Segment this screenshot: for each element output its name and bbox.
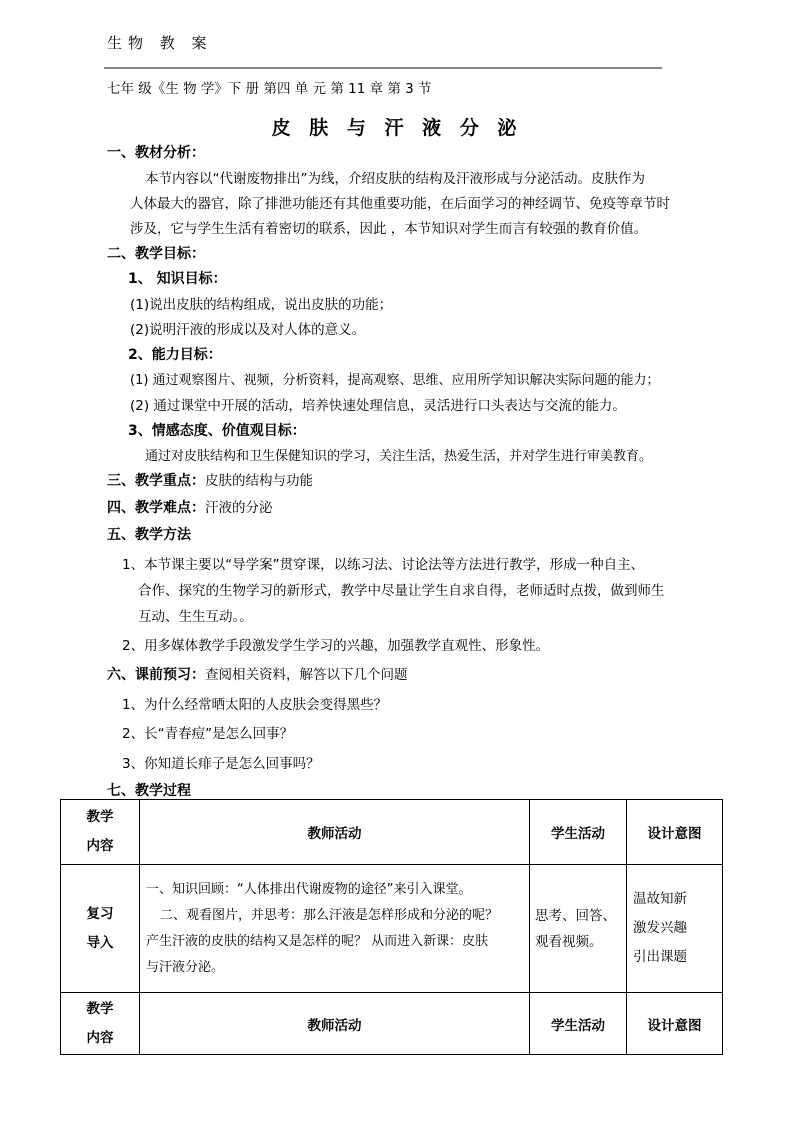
intent-line: 激发兴趣 (633, 920, 687, 936)
section-3-heading: 三、教学重点： (107, 473, 205, 489)
teacher-activity-line: 二、观看图片，并思考：那么汗液是怎样形成和分泌的呢？ (160, 907, 499, 923)
section-1-line-1: 本节内容以“代谢废物排出”为线，介绍皮肤的结构及汗液形成与分泌活动。皮肤作为 (145, 171, 645, 187)
row-student-cell (530, 865, 627, 993)
teacher-activity-line: 产生汗液的皮肤的结构又是怎样的呢？ 从而进入新课：皮肤 (146, 933, 489, 949)
row-teacher-cell (140, 865, 530, 993)
section-6-heading: 六、课前预习： (107, 667, 205, 683)
preview-question-1: 1、为什么经常晒太阳的人皮肤会变得黑些？ (122, 697, 388, 713)
section-6-row (107, 663, 408, 684)
knowledge-goal-title: 1、 知识目标： (128, 271, 227, 287)
method-1-line-3: 互动、生生互动。。 (138, 609, 253, 625)
table-header-row-repeat (61, 993, 723, 1055)
header-content-cell (61, 993, 140, 1055)
header-teacher-cell: 教师活动 (140, 993, 530, 1055)
method-1-line-2: 合作、探究的生物学习的新形式，教学中尽量让学生自求自得，老师适时点拨，做到师生 (138, 583, 665, 599)
knowledge-goal-1: (1)说出皮肤的结构组成，说出皮肤的功能； (130, 297, 393, 313)
row-intent-cell (627, 865, 723, 993)
row-content-cell (61, 865, 140, 993)
section-1-line-3: 涉及，它与学生生活有着密切的联系，因此 ，本节知识对学生而言有较强的教育价值。 (130, 221, 648, 237)
intent-line: 温故知新 (633, 891, 687, 907)
emotion-goal-title: 3、情感态度、价值观目标： (128, 423, 306, 439)
section-4-text: 汗液的分泌 (205, 500, 273, 516)
ability-goal-1: (1) 通过观察图片、视频，分析资料，提高观察、思维、应用所学知识解决实际问题的能力； (130, 373, 660, 388)
row-content-line: 导入 (86, 934, 114, 951)
preview-question-3: 3、你知道长痱子是怎么回事吗？ (122, 756, 320, 772)
teaching-process-table (60, 799, 723, 1055)
course-subtitle: 七年 级《生 物 学》下 册 第四 单 元 第 11 章 第 3 节 (107, 81, 432, 97)
section-2-heading: 二、教学目标： (107, 246, 205, 262)
header-content-line: 教学 (86, 1000, 114, 1017)
header-student-cell: 学生活动 (530, 800, 627, 865)
header-student-cell: 学生活动 (530, 993, 627, 1055)
header-teacher-cell: 教师活动 (140, 800, 530, 865)
student-activity-line: 观看视频。 (535, 933, 603, 950)
method-2: 2、用多媒体教学手段激发学生学习的兴趣，加强教学直观性、形象性。 (122, 638, 550, 654)
section-5-heading: 五、教学方法 (107, 527, 191, 543)
ability-goal-2: (2) 通过课堂中开展的活动，培养快速处理信息，灵活进行口头表达与交流的能力。 (130, 398, 626, 414)
page-title: 皮 肤 与 汗 液 分 泌 (271, 117, 523, 139)
teacher-activity-line: 一、知识回顾：“人体排出代谢废物的途径”来引入课堂。 (146, 881, 472, 897)
knowledge-goal-2: (2)说明汗液的形成以及对人体的意义。 (130, 322, 366, 338)
table-header-row (61, 800, 723, 865)
teacher-activity-line: 与汗液分泌。 (146, 959, 225, 975)
section-1-heading: 一、教材分析： (107, 145, 205, 161)
section-7-heading: 七、教学过程 (107, 783, 191, 799)
header-content-cell (61, 800, 140, 865)
section-4-row (107, 496, 273, 517)
header-intent-cell: 设计意图 (627, 993, 723, 1055)
section-6-text: 查阅相关资料，解答以下几个问题 (205, 667, 408, 683)
section-3-row (107, 469, 313, 490)
method-1-line-1: 1、本节课主要以“导学案”贯穿课，以练习法、讨论法等方法进行教学，形成一种自主、 (122, 557, 645, 573)
preview-question-2: 2、长“青春痘”是怎么回事？ (122, 726, 294, 742)
header-intent-cell: 设计意图 (627, 800, 723, 865)
section-4-heading: 四、教学难点： (107, 500, 205, 516)
intent-line: 引出课题 (633, 949, 687, 965)
emotion-goal-text: 通过对皮肤结构和卫生保健知识的学习，关注生活，热爱生活，并对学生进行审美教育。 (145, 449, 653, 464)
header-content-line: 内容 (86, 1029, 114, 1046)
row-content-line: 复习 (86, 905, 114, 922)
table-row (61, 865, 723, 993)
student-activity-line: 思考、回答、 (535, 907, 616, 924)
header-content-line: 内容 (86, 838, 114, 854)
header-content-line: 教学 (86, 809, 114, 825)
section-1-line-2: 人体最大的器官，除了排泄功能还有其他重要功能，在后面学习的神经调节、免疫等章节时 (130, 196, 670, 212)
doc-type-header: 生物 教 案 (107, 34, 213, 52)
header-rule (104, 67, 662, 69)
ability-goal-title: 2、能力目标： (128, 347, 222, 363)
section-3-text: 皮肤的结构与功能 (205, 473, 313, 489)
